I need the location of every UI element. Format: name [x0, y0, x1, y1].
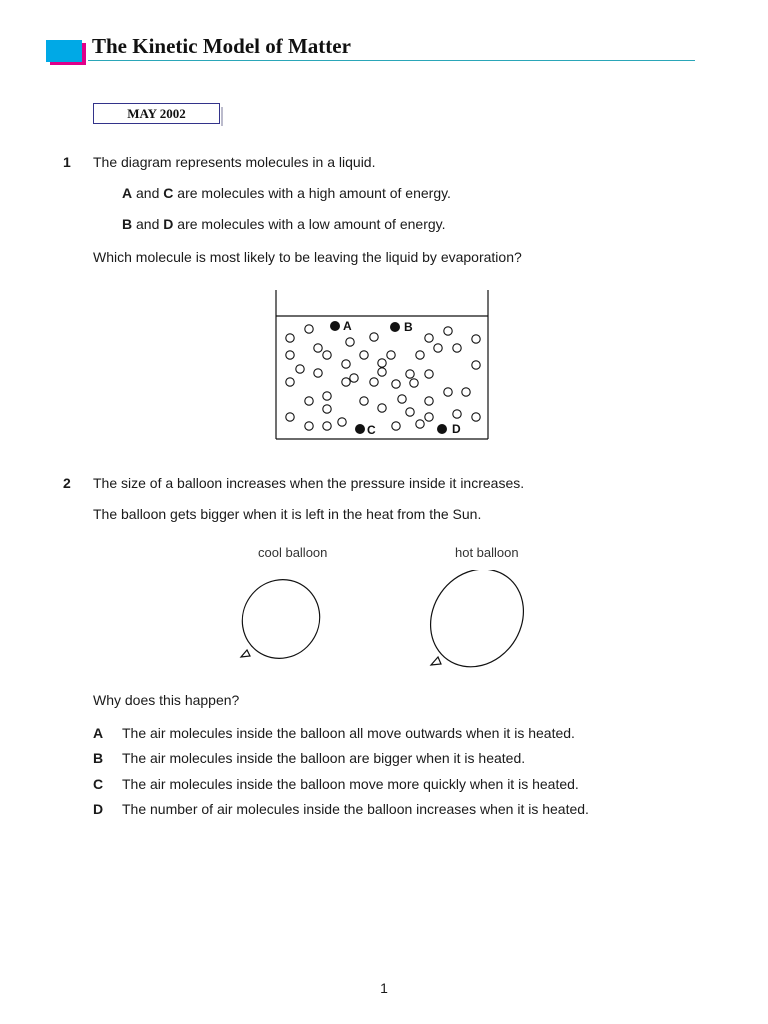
molecule [286, 351, 294, 359]
molecule [444, 388, 452, 396]
molecule [350, 374, 358, 382]
exam-date-box: MAY 2002 [93, 103, 220, 124]
molecule [360, 397, 368, 405]
molecule [296, 365, 304, 373]
molecule [342, 378, 350, 386]
molecule [378, 404, 386, 412]
molecule [323, 405, 331, 413]
balloons-diagram [230, 570, 540, 675]
answer-option-c[interactable] [93, 776, 579, 794]
header-rule [88, 60, 695, 61]
question-1-line-2 [122, 185, 451, 201]
molecule-a-label: A [343, 319, 352, 333]
molecule [406, 370, 414, 378]
option-text: The number of air molecules inside the balloon increases when it is heated. [122, 801, 589, 817]
molecule-b [390, 322, 400, 332]
cool-balloon-label: cool balloon [258, 545, 328, 560]
low-energy-molecules [286, 325, 480, 430]
molecule [444, 327, 452, 335]
molecule [472, 361, 480, 369]
page-number: 1 [380, 980, 388, 996]
molecule [286, 378, 294, 386]
option-text: The air molecules inside the balloon are bigger when it is heated. [122, 750, 526, 766]
molecule [323, 392, 331, 400]
molecule [398, 395, 406, 403]
molecule [360, 351, 368, 359]
molecule [286, 413, 294, 421]
molecule [370, 378, 378, 386]
molecule [416, 420, 424, 428]
option-letter: B [93, 750, 104, 766]
answer-option-a[interactable] [93, 725, 575, 743]
option-text: The air molecules inside the balloon all move outwards when it is heated. [122, 725, 575, 741]
question-2-number: 2 [63, 475, 71, 491]
molecule [434, 344, 442, 352]
molecule [472, 335, 480, 343]
line-2-rest: are molecules with a high amount of energy. [173, 185, 451, 201]
question-1-line-1: The diagram represents molecules in a liquid. [93, 154, 376, 170]
molecule-a [330, 321, 340, 331]
question-2-prompt: Why does this happen? [93, 692, 240, 708]
question-1-line-3 [122, 216, 446, 232]
molecule-d-label: D [452, 422, 461, 436]
question-2-line-1: The size of a balloon increases when the pressure inside it increases. [93, 475, 525, 491]
molecule [462, 388, 470, 396]
molecule [305, 422, 313, 430]
option-letter: C [93, 776, 104, 792]
molecule [378, 359, 386, 367]
option-letter: A [93, 725, 104, 741]
question-1-prompt: Which molecule is most likely to be leaving the liquid by evaporation? [93, 249, 522, 265]
molecule [425, 370, 433, 378]
molecule-d [437, 424, 447, 434]
answer-option-b[interactable] [93, 750, 526, 768]
liquid-molecules-diagram [270, 288, 496, 444]
and-text: and [132, 216, 164, 232]
answer-option-d[interactable] [93, 801, 589, 819]
option-text: The air molecules inside the balloon move more quickly when it is heated. [122, 776, 579, 792]
molecule [378, 368, 386, 376]
hot-balloon [412, 570, 540, 675]
hot-balloon-knot [431, 657, 441, 665]
molecule [387, 351, 395, 359]
molecule [342, 360, 350, 368]
molecule [305, 397, 313, 405]
molecule [425, 334, 433, 342]
molecule [286, 334, 294, 342]
molecule [453, 410, 461, 418]
molecule [392, 422, 400, 430]
line-3-rest: are molecules with a low amount of energy. [173, 216, 446, 232]
cool-balloon-knot [241, 650, 250, 657]
molecule [416, 351, 424, 359]
option-letter: D [93, 801, 104, 817]
and-text: and [132, 185, 164, 201]
molecule [370, 333, 378, 341]
label-a: A [122, 185, 133, 201]
molecule [392, 380, 400, 388]
molecule [425, 413, 433, 421]
page-title: The Kinetic Model of Matter [92, 34, 351, 58]
header-accent-square [46, 40, 82, 62]
molecule [346, 338, 354, 346]
molecule [323, 351, 331, 359]
hot-balloon-label: hot balloon [455, 545, 519, 560]
molecule [410, 379, 418, 387]
label-d: D [163, 216, 174, 232]
question-2-line-2: The balloon gets bigger when it is left in the heat from the Sun. [93, 506, 482, 522]
label-c: C [163, 185, 174, 201]
molecule-c [355, 424, 365, 434]
molecule [305, 325, 313, 333]
molecule [406, 408, 414, 416]
molecule-c-label: C [367, 423, 376, 437]
molecule [323, 422, 331, 430]
molecule [453, 344, 461, 352]
molecule-b-label: B [404, 320, 413, 334]
molecule [314, 344, 322, 352]
molecule [314, 369, 322, 377]
molecule [425, 397, 433, 405]
molecule [472, 413, 480, 421]
molecule [338, 418, 346, 426]
label-b: B [122, 216, 133, 232]
cool-balloon [230, 570, 335, 674]
question-1-number: 1 [63, 154, 71, 170]
